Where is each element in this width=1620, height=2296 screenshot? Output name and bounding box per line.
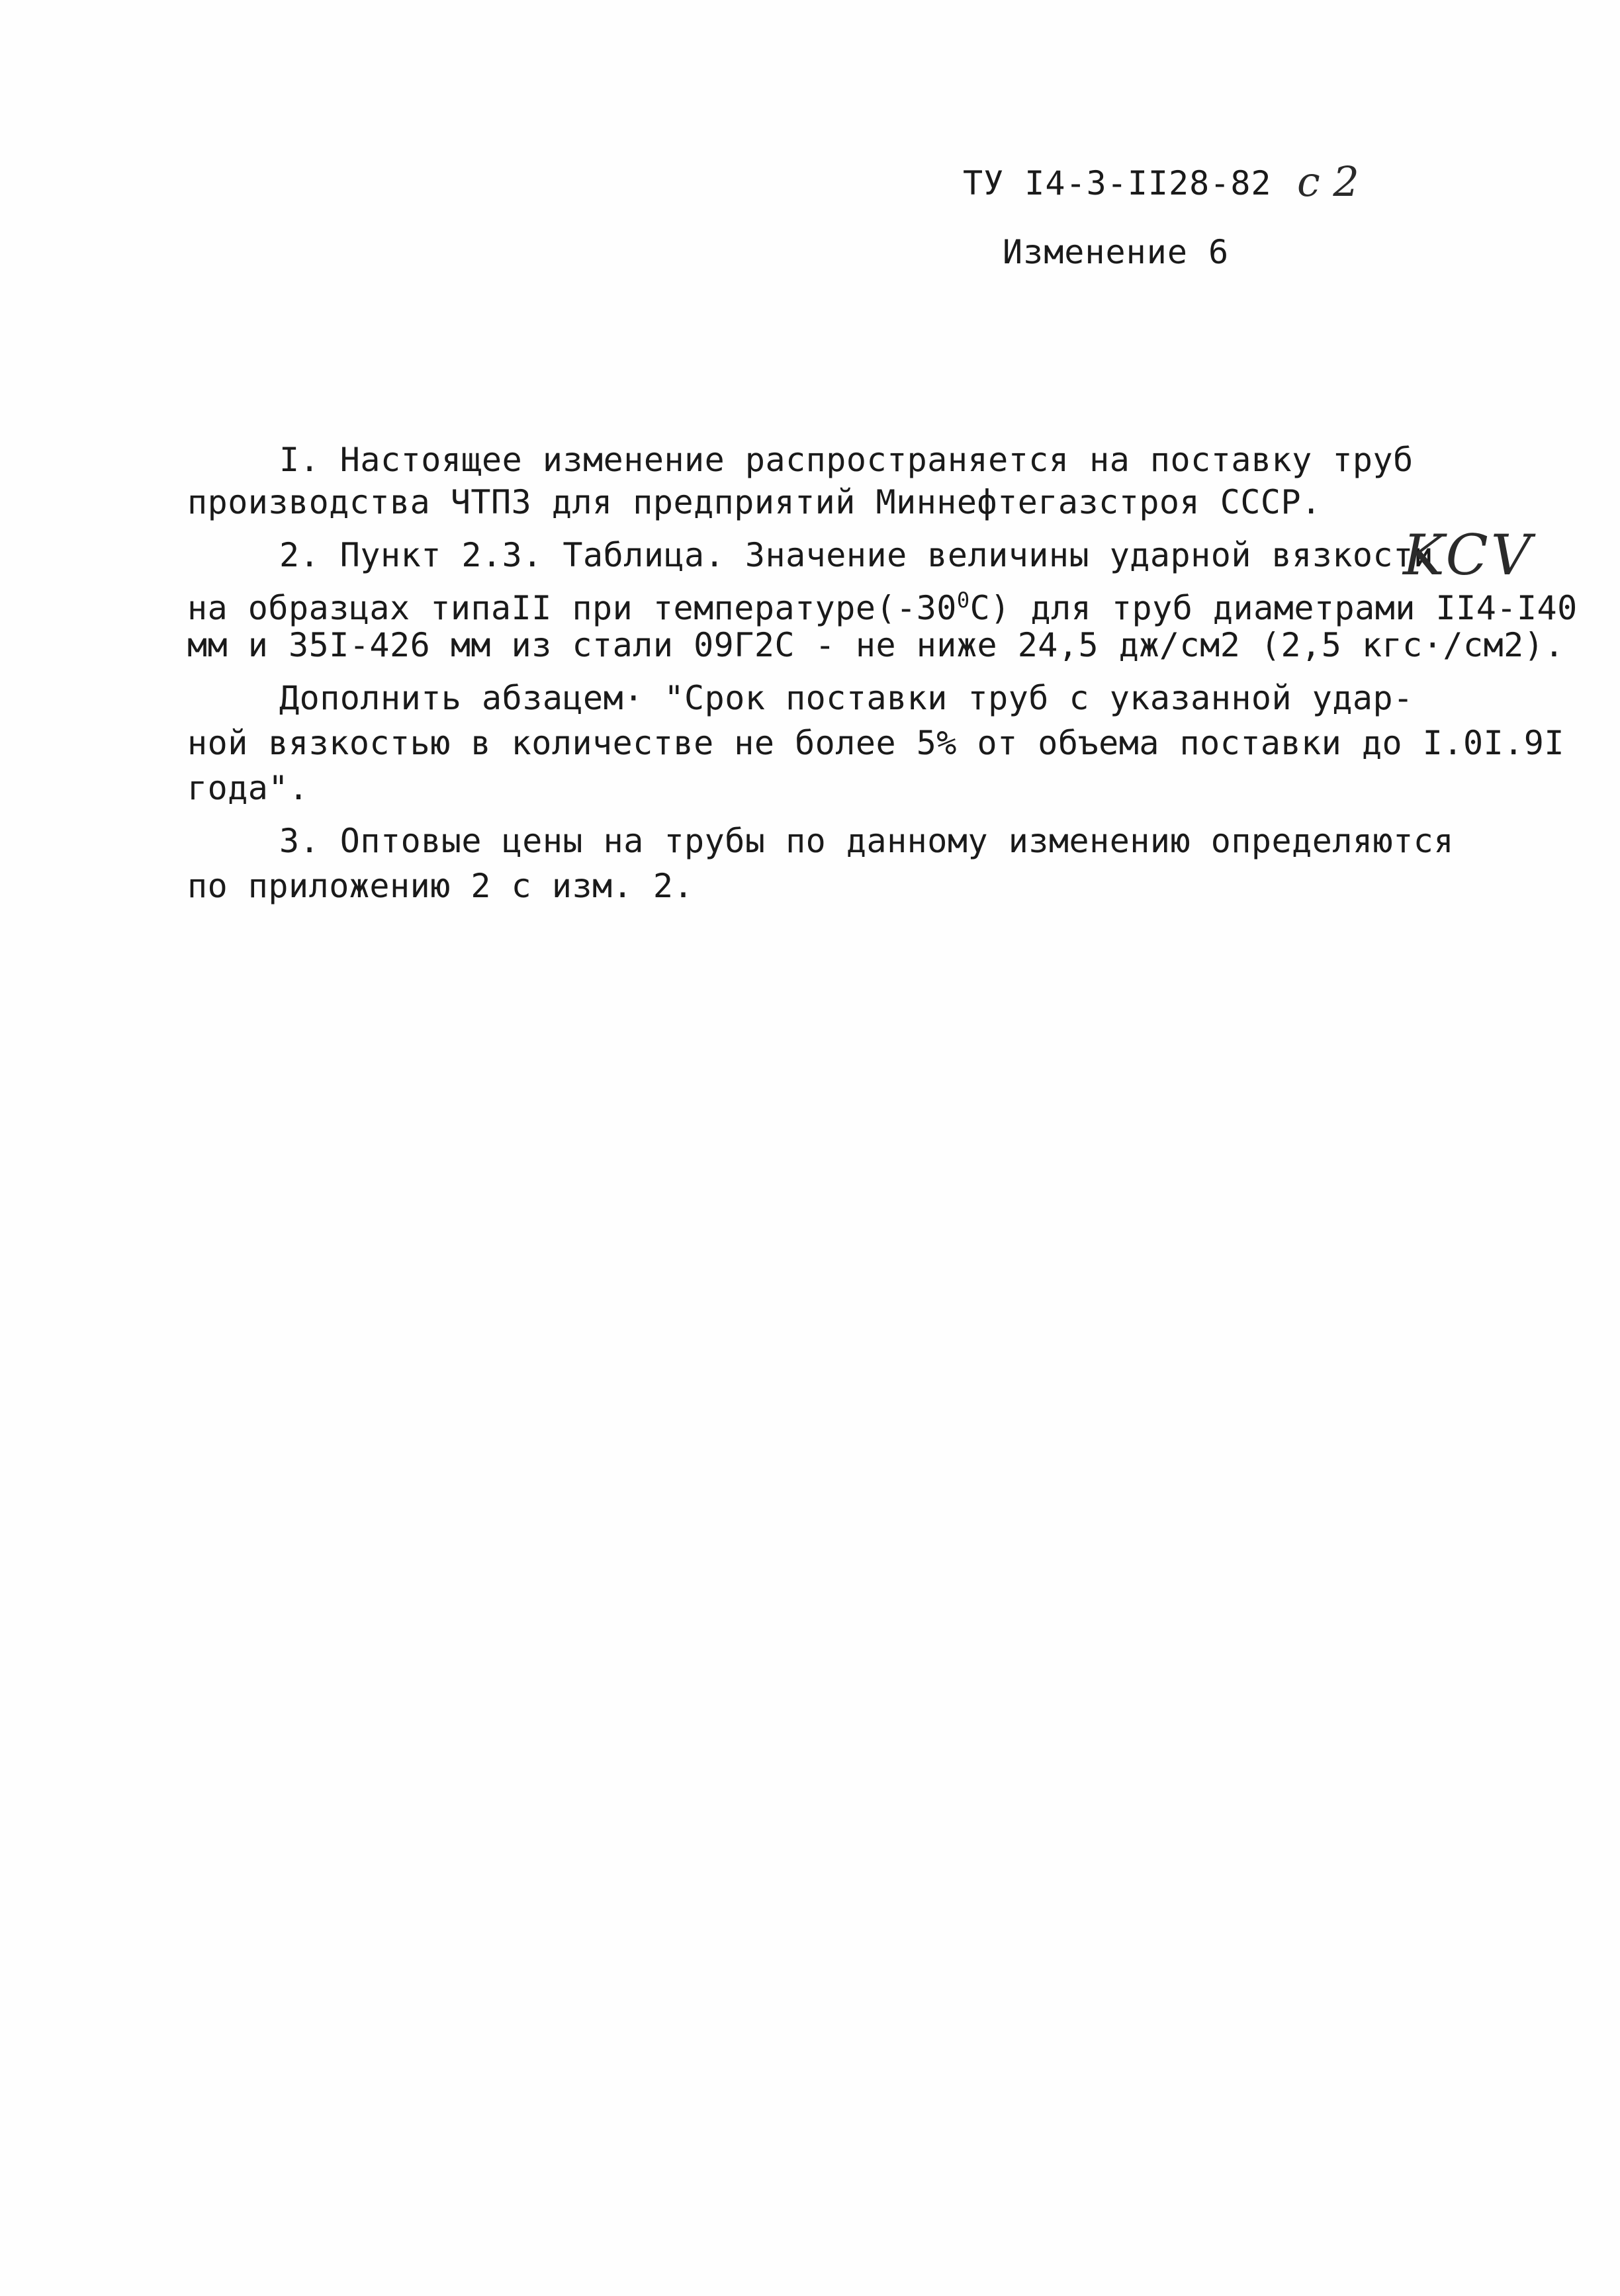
paragraph-2-line-2 bbox=[187, 580, 1578, 629]
paragraph-2-line-2-b: С) для труб диаметрами II4-I40 bbox=[969, 589, 1578, 627]
paragraph-2-line-2-a: на образцах типаII при температуре(-30 bbox=[187, 589, 957, 627]
paragraph-1-line-2: производства ЧТПЗ для предприятий Миннефтегазстроя СССР. bbox=[187, 483, 1322, 521]
paragraph-2-line-3: мм и 35I-426 мм из стали 09Г2С - не ниже 24,5 дж/см2 (2,5 кгс·/см2). bbox=[187, 626, 1564, 664]
paragraph-3-line-3: года". bbox=[187, 769, 309, 807]
change-title: Изменение 6 bbox=[1003, 233, 1230, 271]
paragraph-2-line-1: 2. Пункт 2.3. Таблица. Значение величины ударной вязкости bbox=[279, 536, 1434, 574]
paragraph-3-line-1: Дополнить абзацем· "Срок поставки труб с указанной удар- bbox=[279, 679, 1414, 717]
paragraph-4-line-2: по приложению 2 с изм. 2. bbox=[187, 867, 694, 905]
paragraph-1-line-1: I. Настоящее изменение распространяется на поставку труб bbox=[279, 441, 1414, 479]
doc-code: ТУ I4-3-II28-82 bbox=[963, 164, 1272, 202]
paragraph-4-line-1: 3. Оптовые цены на трубы по данному изменению определяются bbox=[279, 822, 1454, 860]
handwritten-kcv: KCV bbox=[1403, 523, 1534, 588]
paragraph-3-line-2: ной вязкостью в количестве не более 5% от объема поставки до I.0I.9I bbox=[187, 724, 1564, 762]
handwritten-page-number: с 2 bbox=[1297, 157, 1359, 206]
degree-superscript: 0 bbox=[956, 588, 970, 613]
